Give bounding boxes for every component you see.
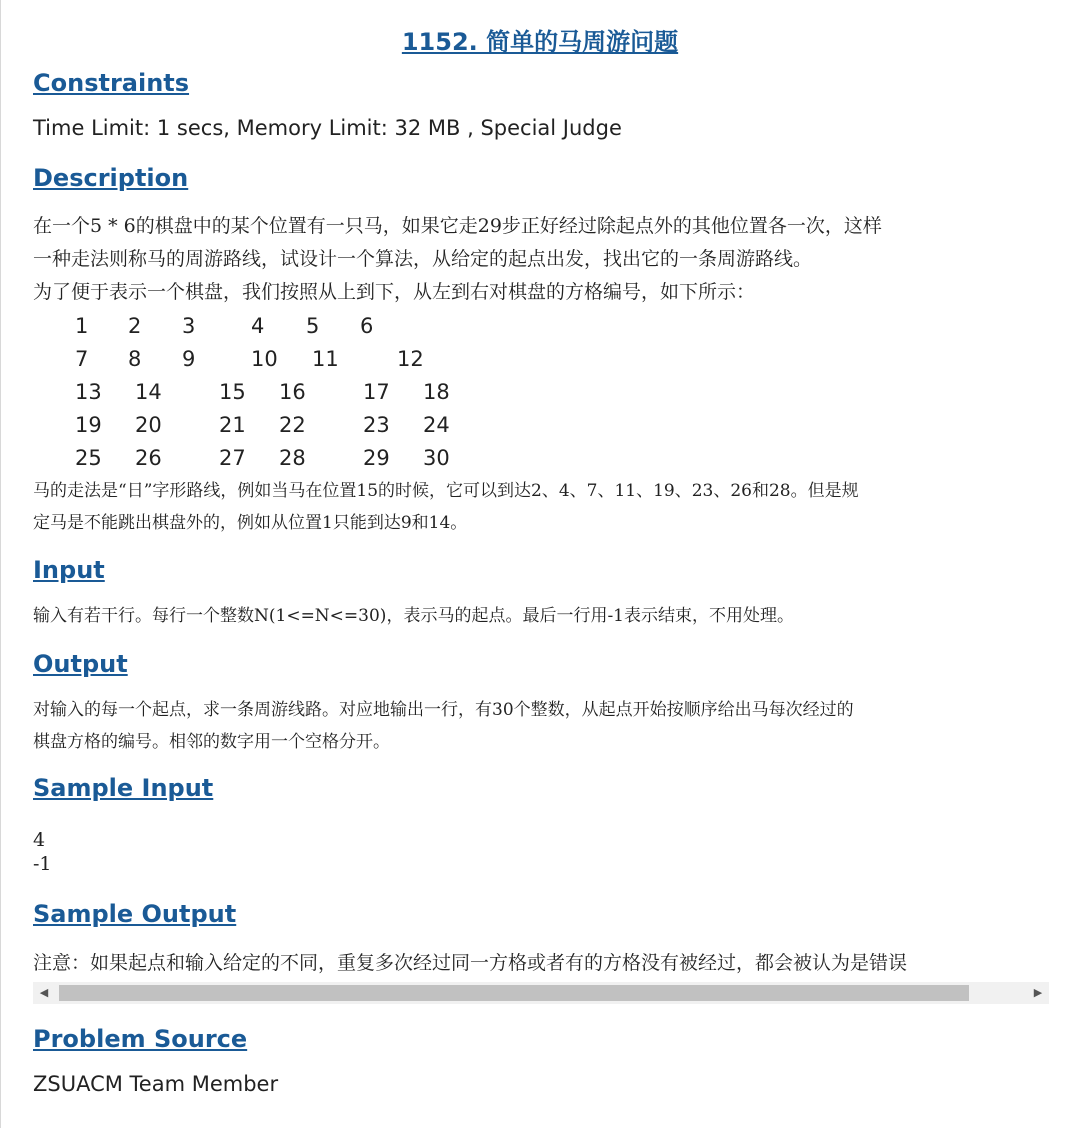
board-cell: 22 (279, 413, 306, 437)
board-cell: 25 (75, 446, 102, 470)
board-cell: 4 (251, 314, 265, 338)
knight-move-line-2: 定马是不能跳出棋盘外的，例如从位置1只能到达9和14。 (33, 513, 468, 533)
board-cell: 2 (128, 314, 142, 338)
output-line-1: 对输入的每一个起点，求一条周游线路。对应地输出一行，有30个整数，从起点开始按顺序给出马每次经过的 (33, 700, 854, 720)
sample-input-line: 4 (33, 829, 46, 851)
board-cell: 29 (363, 446, 390, 470)
sample-input-block (33, 828, 52, 876)
description-line-2: 一种走法则称马的周游路线，试设计一个算法，从给定的起点出发，找出它的一条周游路线。 (33, 248, 813, 270)
board-numbering (33, 310, 450, 475)
board-cell: 15 (219, 380, 246, 404)
problem-page (1, 0, 1071, 1096)
horizontal-scrollbar[interactable] (33, 982, 1049, 1004)
board-cell: 14 (135, 380, 162, 404)
board-cell: 24 (423, 413, 450, 437)
board-cell: 5 (306, 314, 320, 338)
board-cell: 18 (423, 380, 450, 404)
input-heading[interactable]: Input (33, 556, 105, 584)
input-text: 输入有若干行。每行一个整数N(1<=N<=30)，表示马的起点。最后一行用-1表示结束，不用处理。 (33, 606, 794, 626)
board-cell: 6 (360, 314, 374, 338)
board-cell: 30 (423, 446, 450, 470)
sample-output-text: 注意：如果起点和输入给定的不同，重复多次经过同一方格或者有的方格没有被经过，都会被认为是错误 (33, 952, 908, 974)
description-line-1: 在一个5 * 6的棋盘中的某个位置有一只马，如果它走29步正好经过除起点外的其他位置各一次，这样 (33, 215, 882, 237)
constraints-heading[interactable]: Constraints (33, 69, 190, 97)
board-cell: 8 (128, 347, 142, 371)
output-heading[interactable]: Output (33, 650, 128, 678)
board-cell: 26 (135, 446, 162, 470)
board-cell: 12 (397, 347, 424, 371)
sample-output-block (33, 947, 1049, 1004)
scroll-left-icon[interactable]: ◀ (39, 986, 49, 999)
scroll-right-icon[interactable]: ▶ (1033, 986, 1043, 999)
sample-output-heading[interactable]: Sample Output (33, 900, 237, 928)
board-cell: 3 (182, 314, 196, 338)
constraints-text: Time Limit: 1 secs, Memory Limit: 32 MB , Special Judge (33, 116, 622, 140)
description-line-3: 为了便于表示一个棋盘，我们按照从上到下，从左到右对棋盘的方格编号，如下所示： (33, 281, 756, 303)
board-cell: 19 (75, 413, 102, 437)
sample-output-scroll-area[interactable] (33, 947, 1049, 980)
sample-input-line: -1 (33, 853, 52, 875)
board-cell: 10 (251, 347, 278, 371)
board-cell: 11 (312, 347, 339, 371)
board-cell: 7 (75, 347, 89, 371)
sample-input-heading[interactable]: Sample Input (33, 774, 214, 802)
description-heading[interactable]: Description (33, 164, 189, 192)
board-cell: 16 (279, 380, 306, 404)
knight-move-line-1: 马的走法是“日”字形路线，例如当马在位置15的时候，它可以到达2、4、7、11、19、23、26和28。但是规 (33, 481, 859, 501)
board-cell: 23 (363, 413, 390, 437)
board-cell: 21 (219, 413, 246, 437)
board-cell: 28 (279, 446, 306, 470)
board-cell: 9 (182, 347, 196, 371)
board-cell: 20 (135, 413, 162, 437)
scrollbar-thumb[interactable] (59, 985, 969, 1001)
problem-source-text: ZSUACM Team Member (33, 1072, 279, 1096)
problem-source-heading[interactable]: Problem Source (33, 1025, 248, 1053)
board-cell: 27 (219, 446, 246, 470)
output-line-2: 棋盘方格的编号。相邻的数字用一个空格分开。 (33, 732, 390, 752)
board-cell: 17 (363, 380, 390, 404)
board-cell: 13 (75, 380, 102, 404)
problem-title[interactable]: 1152. 简单的马周游问题 (401, 28, 679, 56)
board-cell: 1 (75, 314, 89, 338)
